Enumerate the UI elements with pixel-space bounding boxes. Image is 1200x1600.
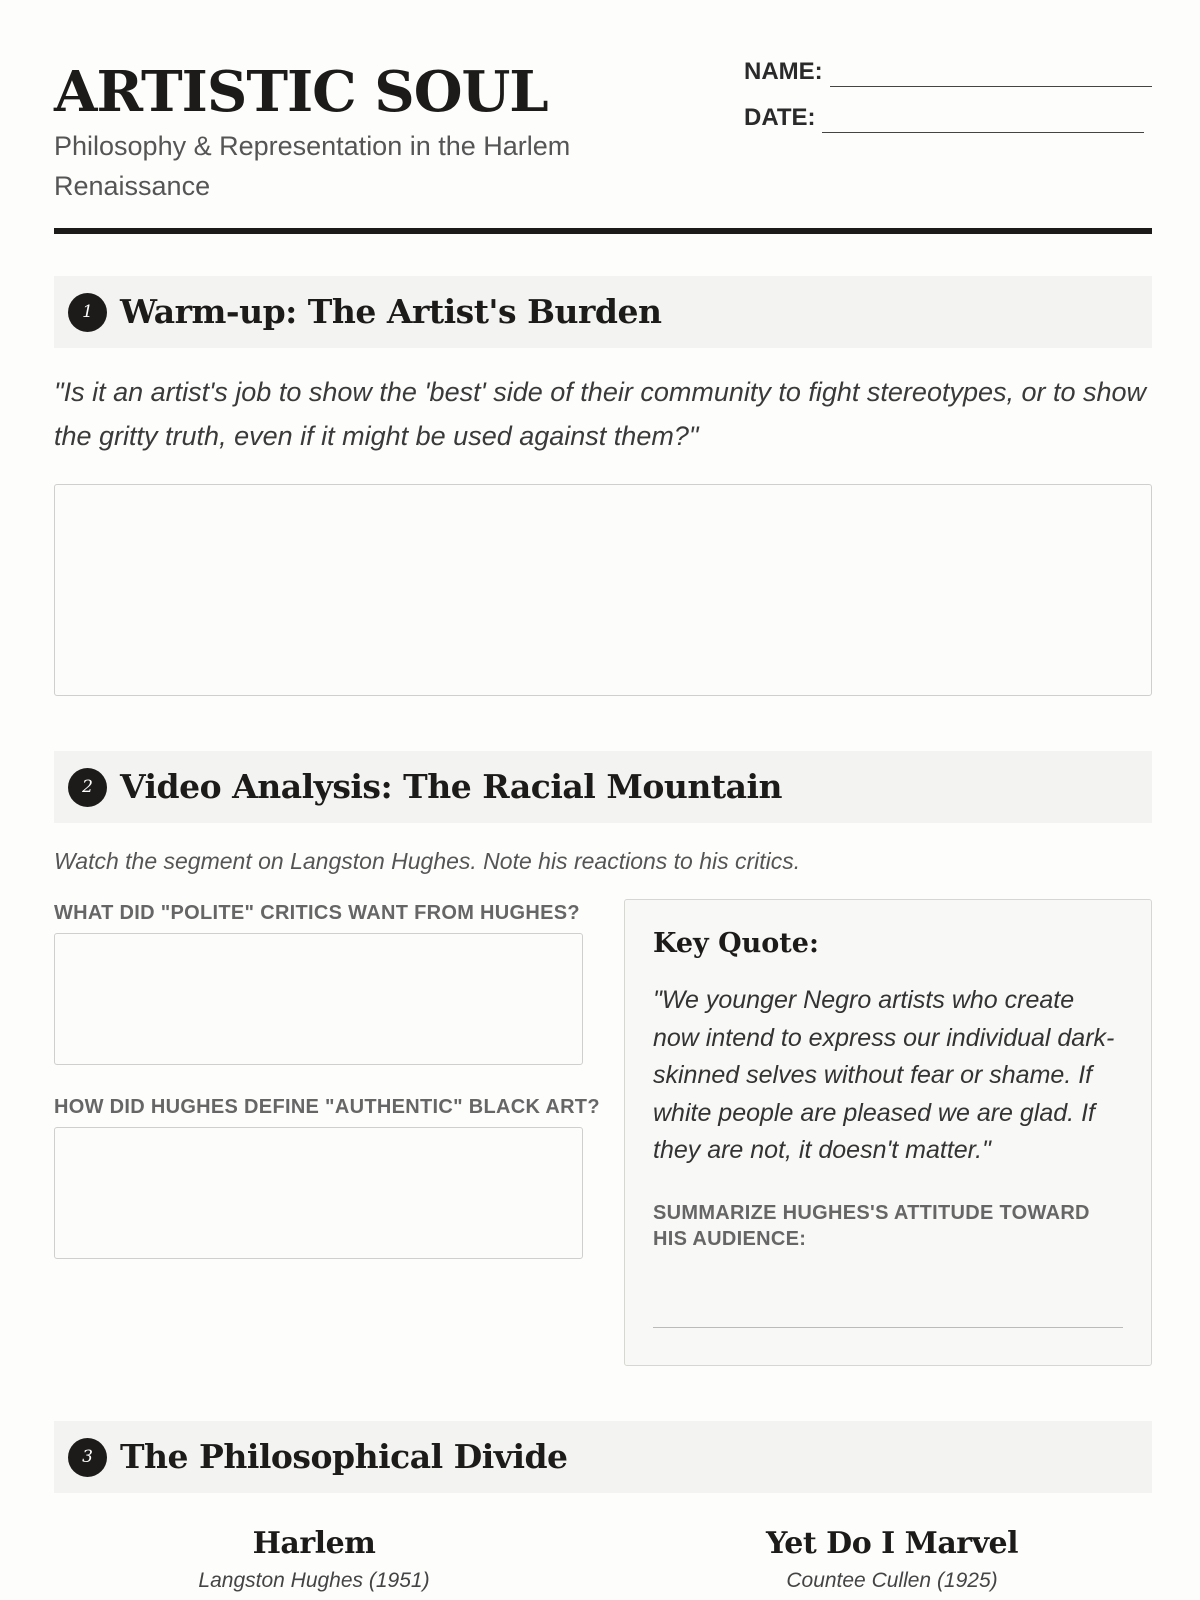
date-label: DATE: — [744, 104, 816, 131]
poem-title: Harlem — [252, 1526, 376, 1561]
section-1-number: 1 — [68, 293, 107, 332]
section-3-number: 3 — [68, 1438, 107, 1477]
summary-answer-line[interactable] — [653, 1327, 1123, 1328]
section-1-title: Warm-up: The Artist's Burden — [120, 292, 662, 331]
video-instructions: Watch the segment on Langston Hughes. Note his reactions to his critics. — [54, 848, 801, 874]
poem-author: Countee Cullen (1925) — [786, 1569, 998, 1592]
worksheet-header — [54, 56, 1152, 236]
poem-column-harlem — [54, 1524, 574, 1598]
date-row — [744, 102, 1152, 148]
section-2-header — [54, 751, 1152, 823]
summary-prompt-label: SUMMARIZE HUGHES'S ATTITUDE TOWARD HIS AUDIENCE: — [653, 1202, 1090, 1250]
warmup-prompt: "Is it an artist's job to show the 'best' side of their community to fight stereotypes, or to show the gritty truth, even if it might be used against them?" — [54, 377, 1147, 451]
key-quote-card — [624, 899, 1152, 1366]
section-3-header — [54, 1421, 1152, 1493]
page-subtitle: Philosophy & Representation in the Harlem Renaissance — [54, 131, 571, 201]
section-1-header — [54, 276, 1152, 348]
question-1-label: WHAT DID "POLITE" CRITICS WANT FROM HUGHES? — [54, 902, 580, 924]
name-label: NAME: — [744, 58, 823, 85]
date-field[interactable] — [822, 132, 1144, 133]
poem-column-yet-do-i-marvel — [632, 1524, 1152, 1598]
key-quote-title: Key Quote: — [653, 928, 819, 959]
question-2-answer-box[interactable] — [54, 1127, 583, 1259]
key-quote-text: "We younger Negro artists who create now intend to express our individual dark-skinned selves without fear or shame. If white people are pleased we are glad. If they are not, it doesn't matter." — [653, 986, 1115, 1164]
name-field[interactable] — [830, 86, 1152, 87]
section-3-title: The Philosophical Divide — [120, 1437, 568, 1476]
header-divider — [54, 228, 1152, 234]
worksheet-page — [54, 0, 1152, 1600]
section-2-title: Video Analysis: The Racial Mountain — [120, 767, 782, 806]
question-1-answer-box[interactable] — [54, 933, 583, 1065]
section-2-number: 2 — [68, 768, 107, 807]
question-2-label: HOW DID HUGHES DEFINE "AUTHENTIC" BLACK ART? — [54, 1096, 600, 1118]
poem-title: Yet Do I Marvel — [765, 1526, 1018, 1561]
warmup-answer-box[interactable] — [54, 484, 1152, 696]
poem-author: Langston Hughes (1951) — [198, 1569, 430, 1592]
page-title: ARTISTIC SOUL — [54, 59, 548, 125]
name-row — [744, 56, 1152, 102]
student-info — [744, 56, 1152, 148]
